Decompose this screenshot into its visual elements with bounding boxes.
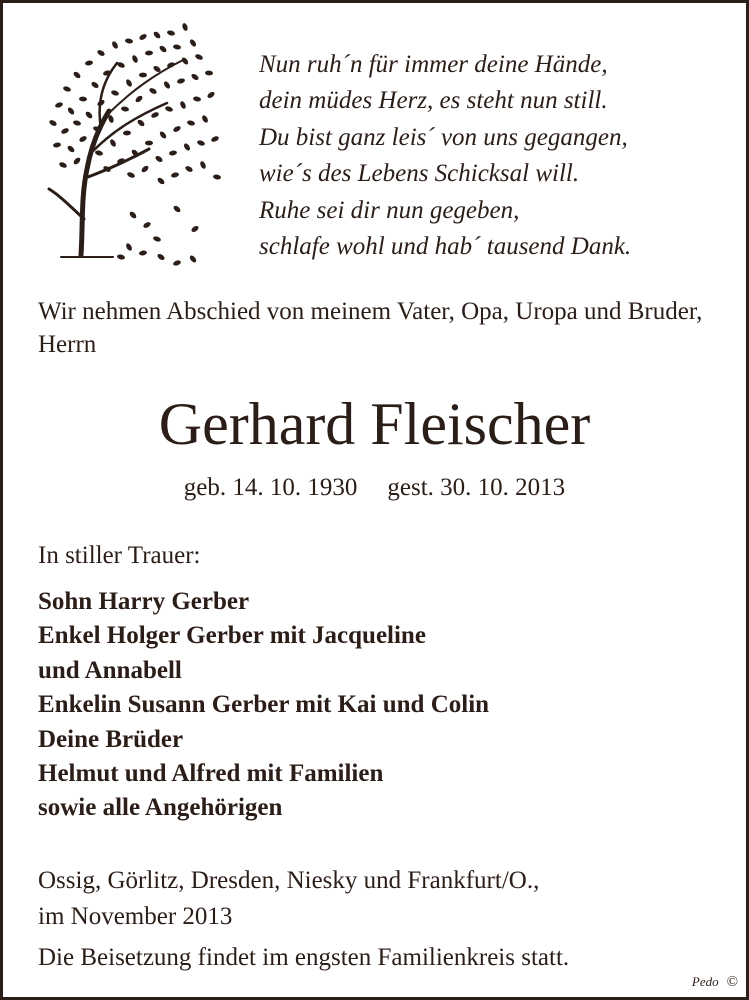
farewell-intro: Wir nehmen Abschied von meinem Vater, Opa, Uropa und Bruder, Herrn [38, 298, 703, 358]
mourning-label: In stiller Trauer: [38, 542, 201, 569]
mourner-line: Helmut und Alfred mit Familien [38, 760, 384, 788]
mourner-line: Deine Brüder [38, 725, 184, 753]
death-date: gest. 30. 10. 2013 [387, 474, 566, 501]
deceased-name: Gerhard Fleischer [158, 391, 591, 457]
life-dates [3, 471, 746, 505]
mourners-list [38, 585, 489, 826]
month-line: im November 2013 [38, 903, 233, 930]
places-line: Ossig, Görlitz, Dresden, Niesky und Frankfurt/O., [38, 867, 540, 894]
poem-line: Nun ruh´n für immer deine Hände, [259, 51, 608, 78]
mourner-line: Enkelin Susann Gerber mit Kai und Colin [38, 691, 490, 719]
mourner-line: und Annabell [38, 656, 182, 684]
designer-signature [692, 973, 738, 991]
designer-mark: Pedo [691, 974, 719, 989]
mourner-line: sowie alle Angehörigen [38, 794, 283, 822]
places-and-date [38, 863, 539, 935]
poem [259, 47, 631, 265]
poem-line: Ruhe sei dir nun gegeben, [259, 196, 520, 224]
poem-line: wie´s des Lebens Schicksal will. [259, 160, 580, 188]
birth-date: geb. 14. 10. 1930 [183, 474, 358, 501]
poem-line: schlafe wohl und hab´ tausend Dank. [259, 233, 632, 261]
burial-note: Die Beisetzung findet im engsten Familienkreis statt. [38, 944, 570, 971]
poem-line: Du bist ganz leis´ von uns gegangen, [259, 123, 628, 151]
windswept-tree-icon [37, 19, 227, 269]
mourner-line: Sohn Harry Gerber [38, 588, 250, 615]
mourner-line: Enkel Holger Gerber mit Jacqueline [38, 622, 426, 650]
copyright-icon: © [726, 974, 738, 990]
poem-line: dein müdes Herz, es steht nun still. [259, 87, 608, 115]
